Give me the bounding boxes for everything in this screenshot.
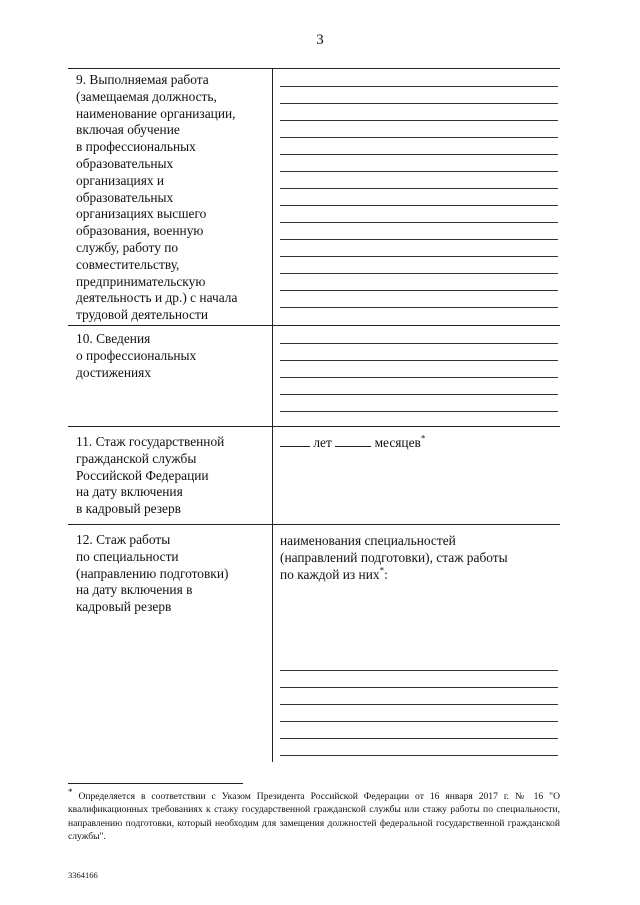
row-work-history <box>68 68 560 325</box>
specialty-answer-lines[interactable] <box>280 524 558 762</box>
years-blank[interactable] <box>280 434 310 447</box>
answer-line[interactable] <box>280 256 558 257</box>
answer-line[interactable] <box>280 704 558 705</box>
row-specialty-experience: 12. Стаж работы по специальности (направлению подготовки) на дату включения в кадровый резерв наименования специальностей (направлений подготовки), стаж работы по каждой из них*: <box>68 524 560 762</box>
answer-line[interactable] <box>280 205 558 206</box>
work-history-answer-lines[interactable] <box>280 68 558 325</box>
work-history-label: 9. Выполняемая работа (замещаемая должность, наименование организации, включая обучение в профессиональных образовательных организациях и образовательных организациях высшего образования, военную службу, работу по совместительству, предпринимательскую деятельность и др.) с начала трудовой деятельности <box>76 72 238 323</box>
achievements-answer-lines[interactable] <box>280 325 558 426</box>
answer-line[interactable] <box>280 290 558 291</box>
answer-line[interactable] <box>280 687 558 688</box>
page-number: 3 <box>316 32 324 48</box>
answer-line[interactable] <box>280 273 558 274</box>
years-label: лет <box>313 435 332 450</box>
answer-line[interactable] <box>280 137 558 138</box>
footnote-text: Определяется в соответствии с Указом Президента Российской Федерации от 16 января 2017 г. № 16 "О квалификационных требованиях к стажу государственной гражданской службы или стажу работы по специальности, направлению подготовки, который необходим для замещения должностей федеральной государственной гражданской службы". <box>68 791 560 843</box>
months-blank[interactable] <box>335 434 371 447</box>
specialty-label: 12. Стаж работы по специальности (направлению подготовки) на дату включения в кадровый резерв <box>76 532 229 615</box>
answer-line[interactable] <box>280 188 558 189</box>
answer-line[interactable] <box>280 377 558 378</box>
footnote <box>68 786 560 844</box>
answer-line[interactable] <box>280 738 558 739</box>
answer-line[interactable] <box>280 307 558 308</box>
row-achievements <box>68 325 560 426</box>
months-label: месяцев <box>374 435 421 450</box>
answer-line[interactable] <box>280 103 558 104</box>
footnote-mark: * <box>68 786 73 797</box>
answer-line[interactable] <box>280 239 558 240</box>
answer-line[interactable] <box>280 222 558 223</box>
document-code: 3364166 <box>68 870 98 880</box>
answer-line[interactable] <box>280 86 558 87</box>
answer-line[interactable] <box>280 171 558 172</box>
answer-line[interactable] <box>280 670 558 671</box>
civil-service-label: 11. Стаж государственной гражданской службы Российской Федерации на дату включения в кадровый резерв <box>76 434 225 517</box>
answer-line[interactable] <box>280 755 558 756</box>
footnote-separator <box>68 783 243 784</box>
answer-line[interactable] <box>280 120 558 121</box>
footnote-mark: * <box>379 565 385 576</box>
answer-line[interactable] <box>280 154 558 155</box>
footnote-mark: * <box>420 433 426 444</box>
achievements-label: 10. Сведения о профессиональных достижениях <box>76 331 197 380</box>
form-table <box>68 68 560 762</box>
answer-line[interactable] <box>280 411 558 412</box>
answer-line[interactable] <box>280 721 558 722</box>
answer-line[interactable] <box>280 360 558 361</box>
row-civil-service-experience <box>68 426 560 524</box>
answer-line[interactable] <box>280 394 558 395</box>
answer-line[interactable] <box>280 343 558 344</box>
